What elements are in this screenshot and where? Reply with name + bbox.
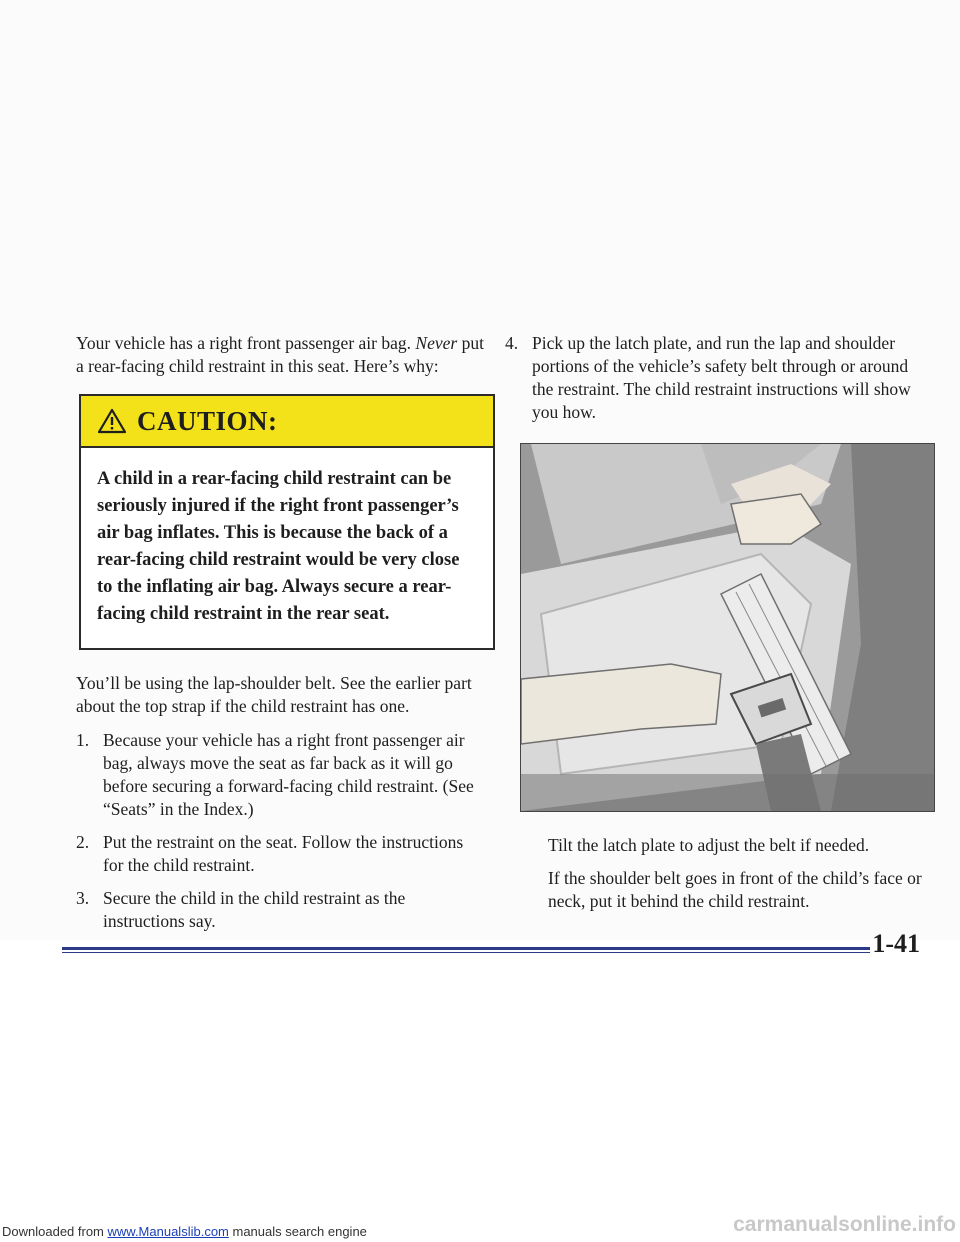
- steps-list: [505, 332, 930, 424]
- step-number: 4.: [505, 333, 519, 353]
- manualslib-link[interactable]: www.Manualslib.com: [107, 1224, 229, 1239]
- step-text: Pick up the latch plate, and run the lap and shoulder portions of the vehicle’s safety belt through or around the restraint. The child restraint instructions will show you how.: [532, 333, 911, 422]
- lap-shoulder-paragraph: You’ll be using the lap-shoulder belt. See the earlier part about the top strap if the child restraint has one.: [76, 673, 472, 716]
- caution-box: [79, 394, 495, 650]
- step-number: 3.: [76, 888, 90, 908]
- shoulder-belt-paragraph: If the shoulder belt goes in front of the child’s face or neck, put it behind the child restraint.: [548, 868, 922, 911]
- caution-title: CAUTION:: [137, 405, 278, 436]
- step-number: 2.: [76, 832, 90, 852]
- intro-paragraph: Your vehicle has a right front passenger air bag. Never put a rear-facing child restraint in this seat. Here’s why:: [76, 333, 484, 376]
- step-text: Secure the child in the child restraint as the instructions say.: [103, 888, 406, 931]
- right-column: [505, 332, 930, 913]
- download-footer: Downloaded from www.Manualslib.com manuals search engine: [2, 1224, 367, 1239]
- page-rule: [62, 947, 870, 953]
- steps-list: [76, 729, 486, 933]
- left-column: [76, 332, 486, 943]
- emphasis-never: Never: [415, 333, 458, 353]
- watermark: carmanualsonline.info: [733, 1213, 956, 1236]
- list-item: [76, 831, 486, 877]
- step-text: Put the restraint on the seat. Follow the instructions for the child restraint.: [103, 832, 464, 875]
- latch-plate-photo: [520, 443, 935, 812]
- caution-text: A child in a rear-facing child restraint can be seriously injured if the right front passenger’s air bag inflates. This is because the back of a rear-facing child restraint would be very close to the inflating air bag. Always secure a rear-facing child restraint in the rear seat.: [97, 469, 460, 624]
- list-item: [76, 729, 486, 821]
- list-item: [76, 887, 486, 933]
- tilt-latch-paragraph: Tilt the latch plate to adjust the belt if needed.: [548, 835, 870, 855]
- step-number: 1.: [76, 730, 90, 750]
- list-item: [505, 332, 930, 424]
- step-text: Because your vehicle has a right front passenger air bag, always move the seat as far back as it will go before securing a forward-facing child restraint. (See “Seats” in the Index.): [103, 730, 474, 819]
- warning-triangle-icon: [97, 408, 127, 434]
- caution-header: [81, 396, 493, 448]
- page-number: 1-41: [872, 929, 920, 958]
